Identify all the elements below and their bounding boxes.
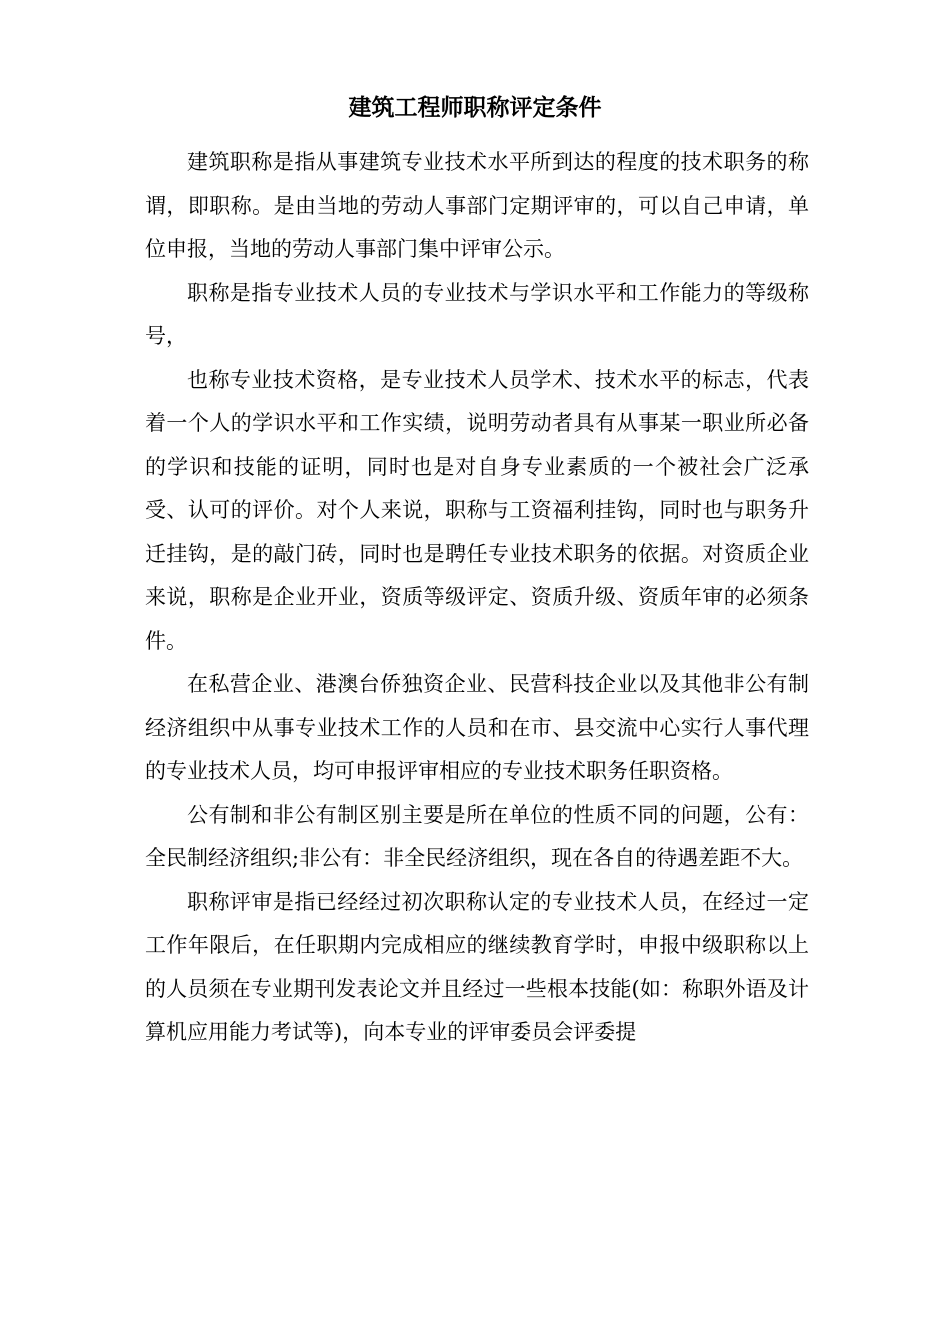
document-body bbox=[145, 141, 809, 1055]
paragraph-5: 公有制和非公有制区别主要是所在单位的性质不同的问题，公有：全民制经济组织;非公有：非全民经济组织，现在各自的待遇差距不大。 bbox=[145, 802, 809, 870]
paragraph-3: 也称专业技术资格，是专业技术人员学术、技术水平的标志，代表着一个人的学识水平和工作实绩，说明劳动者具有从事某一职业所必备的学识和技能的证明，同时也是对自身专业素质的一个被社会广泛承受、认可的评价。对个人来说，职称与工资福利挂钩，同时也与职务升迁挂钩，是的敲门砖，同时也是聘任专业技术职务的依据。对资质企业来说，职称是企业开业，资质等级评定、资质升级、资质年审的必须条件。 bbox=[145, 367, 809, 653]
paragraph-1: 建筑职称是指从事建筑专业技术水平所到达的程度的技术职务的称谓，即职称。是由当地的劳动人事部门定期评审的，可以自己申请，单位申报，当地的劳动人事部门集中评审公示。 bbox=[145, 150, 809, 261]
page-title: 建筑工程师职称评定条件 bbox=[348, 94, 602, 121]
paragraph-4: 在私营企业、港澳台侨独资企业、民营科技企业以及其他非公有制经济组织中从事专业技术工作的人员和在市、县交流中心实行人事代理的专业技术人员，均可申报评审相应的专业技术职务任职资格。 bbox=[145, 672, 809, 783]
paragraph-2: 职称是指专业技术人员的专业技术与学识水平和工作能力的等级称号， bbox=[145, 280, 809, 348]
paragraph-6: 职称评审是指已经经过初次职称认定的专业技术人员，在经过一定工作年限后，在任职期内完成相应的继续教育学时，申报中级职称以上的人员须在专业期刊发表论文并且经过一些根本技能(如：称职外语及计算机应用能力考试等)，向本专业的评审委员会评委提 bbox=[145, 889, 809, 1044]
